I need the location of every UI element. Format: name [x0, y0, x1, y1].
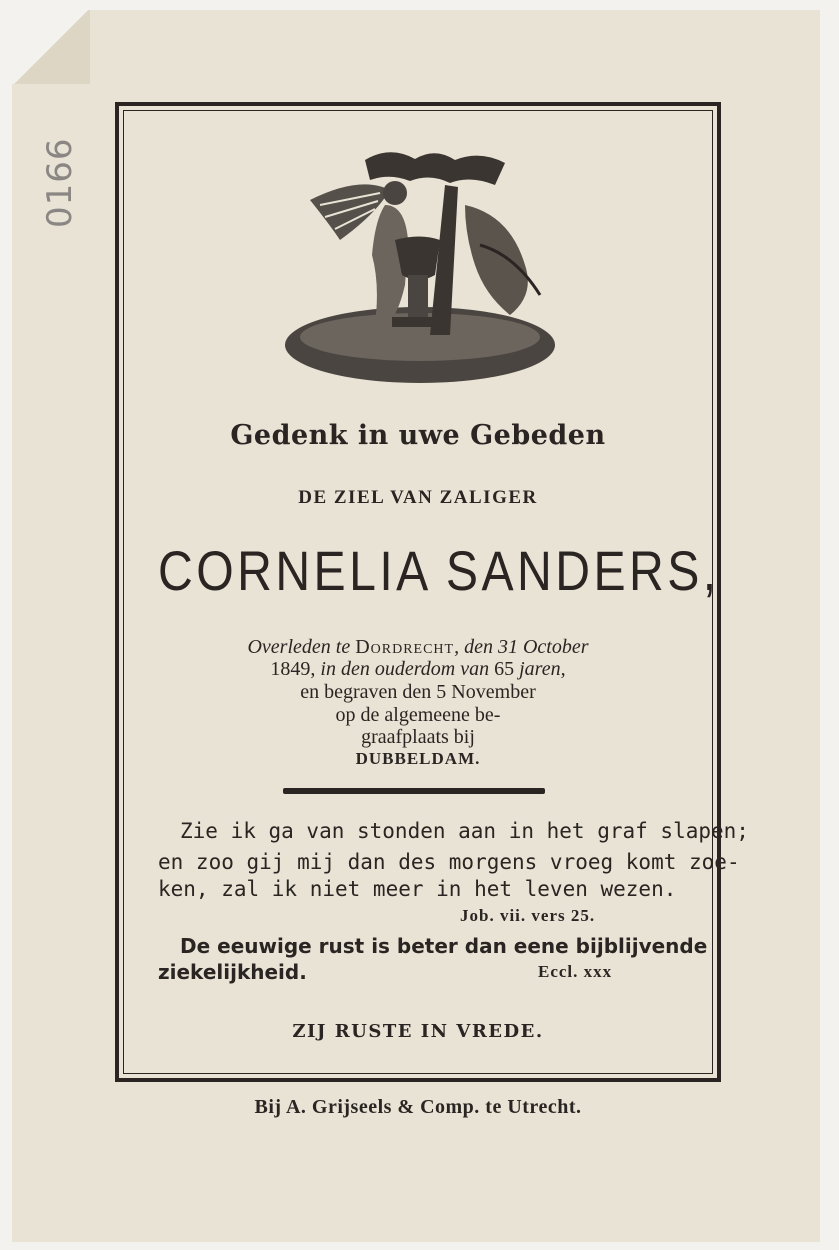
verse-line-5: ziekelijkheid. [158, 960, 307, 984]
death-line-2 [123, 658, 713, 680]
verse-line-2: en zoo gij mij dan des morgens vroeg komt zoe- [158, 850, 740, 874]
folded-corner [12, 10, 90, 84]
verse-line-3: ken, zal ik niet meer in het leven wezen. [158, 877, 677, 901]
verse-line-1: Zie ik ga van stonden aan in het graf slapen; [180, 819, 749, 843]
burial-line-2: op de algemeene be- [335, 704, 501, 726]
divider-rule [283, 788, 545, 794]
verse-reference-eccl: Eccl. xxx [538, 962, 613, 981]
death-place: Dordrecht [355, 636, 455, 658]
age-value: 65 [494, 658, 515, 680]
age-unit: jaren, [514, 658, 566, 680]
inventory-number: 0166 [40, 137, 80, 228]
death-year: 1849, [270, 658, 321, 680]
death-text: Overleden te [247, 636, 356, 658]
closing-phrase: ZIJ RUSTE IN VREDE. [292, 1021, 544, 1042]
heading: Gedenk in uwe Gebeden [230, 420, 606, 451]
deceased-name: CORNELIA SANDERS, [158, 539, 720, 602]
burial-place: DUBBELDAM. [355, 749, 481, 768]
burial-line-3: graafplaats bij [361, 726, 475, 748]
verse-reference-job: Job. vii. vers 25. [460, 906, 596, 925]
burial-line-1: en begraven den 5 November [300, 681, 536, 703]
age-text: in den ouderdom van [320, 658, 495, 680]
mourning-angel-vignette [280, 145, 560, 390]
printer-imprint: Bij A. Grijseels & Comp. te Utrecht. [254, 1096, 582, 1118]
death-date: , den 31 October [454, 636, 589, 658]
death-line-1 [123, 636, 713, 658]
verse-line-4: De eeuwige rust is beter dan eene bijblijvende [180, 934, 708, 958]
subheading: DE ZIEL VAN ZALIGER [298, 487, 538, 508]
